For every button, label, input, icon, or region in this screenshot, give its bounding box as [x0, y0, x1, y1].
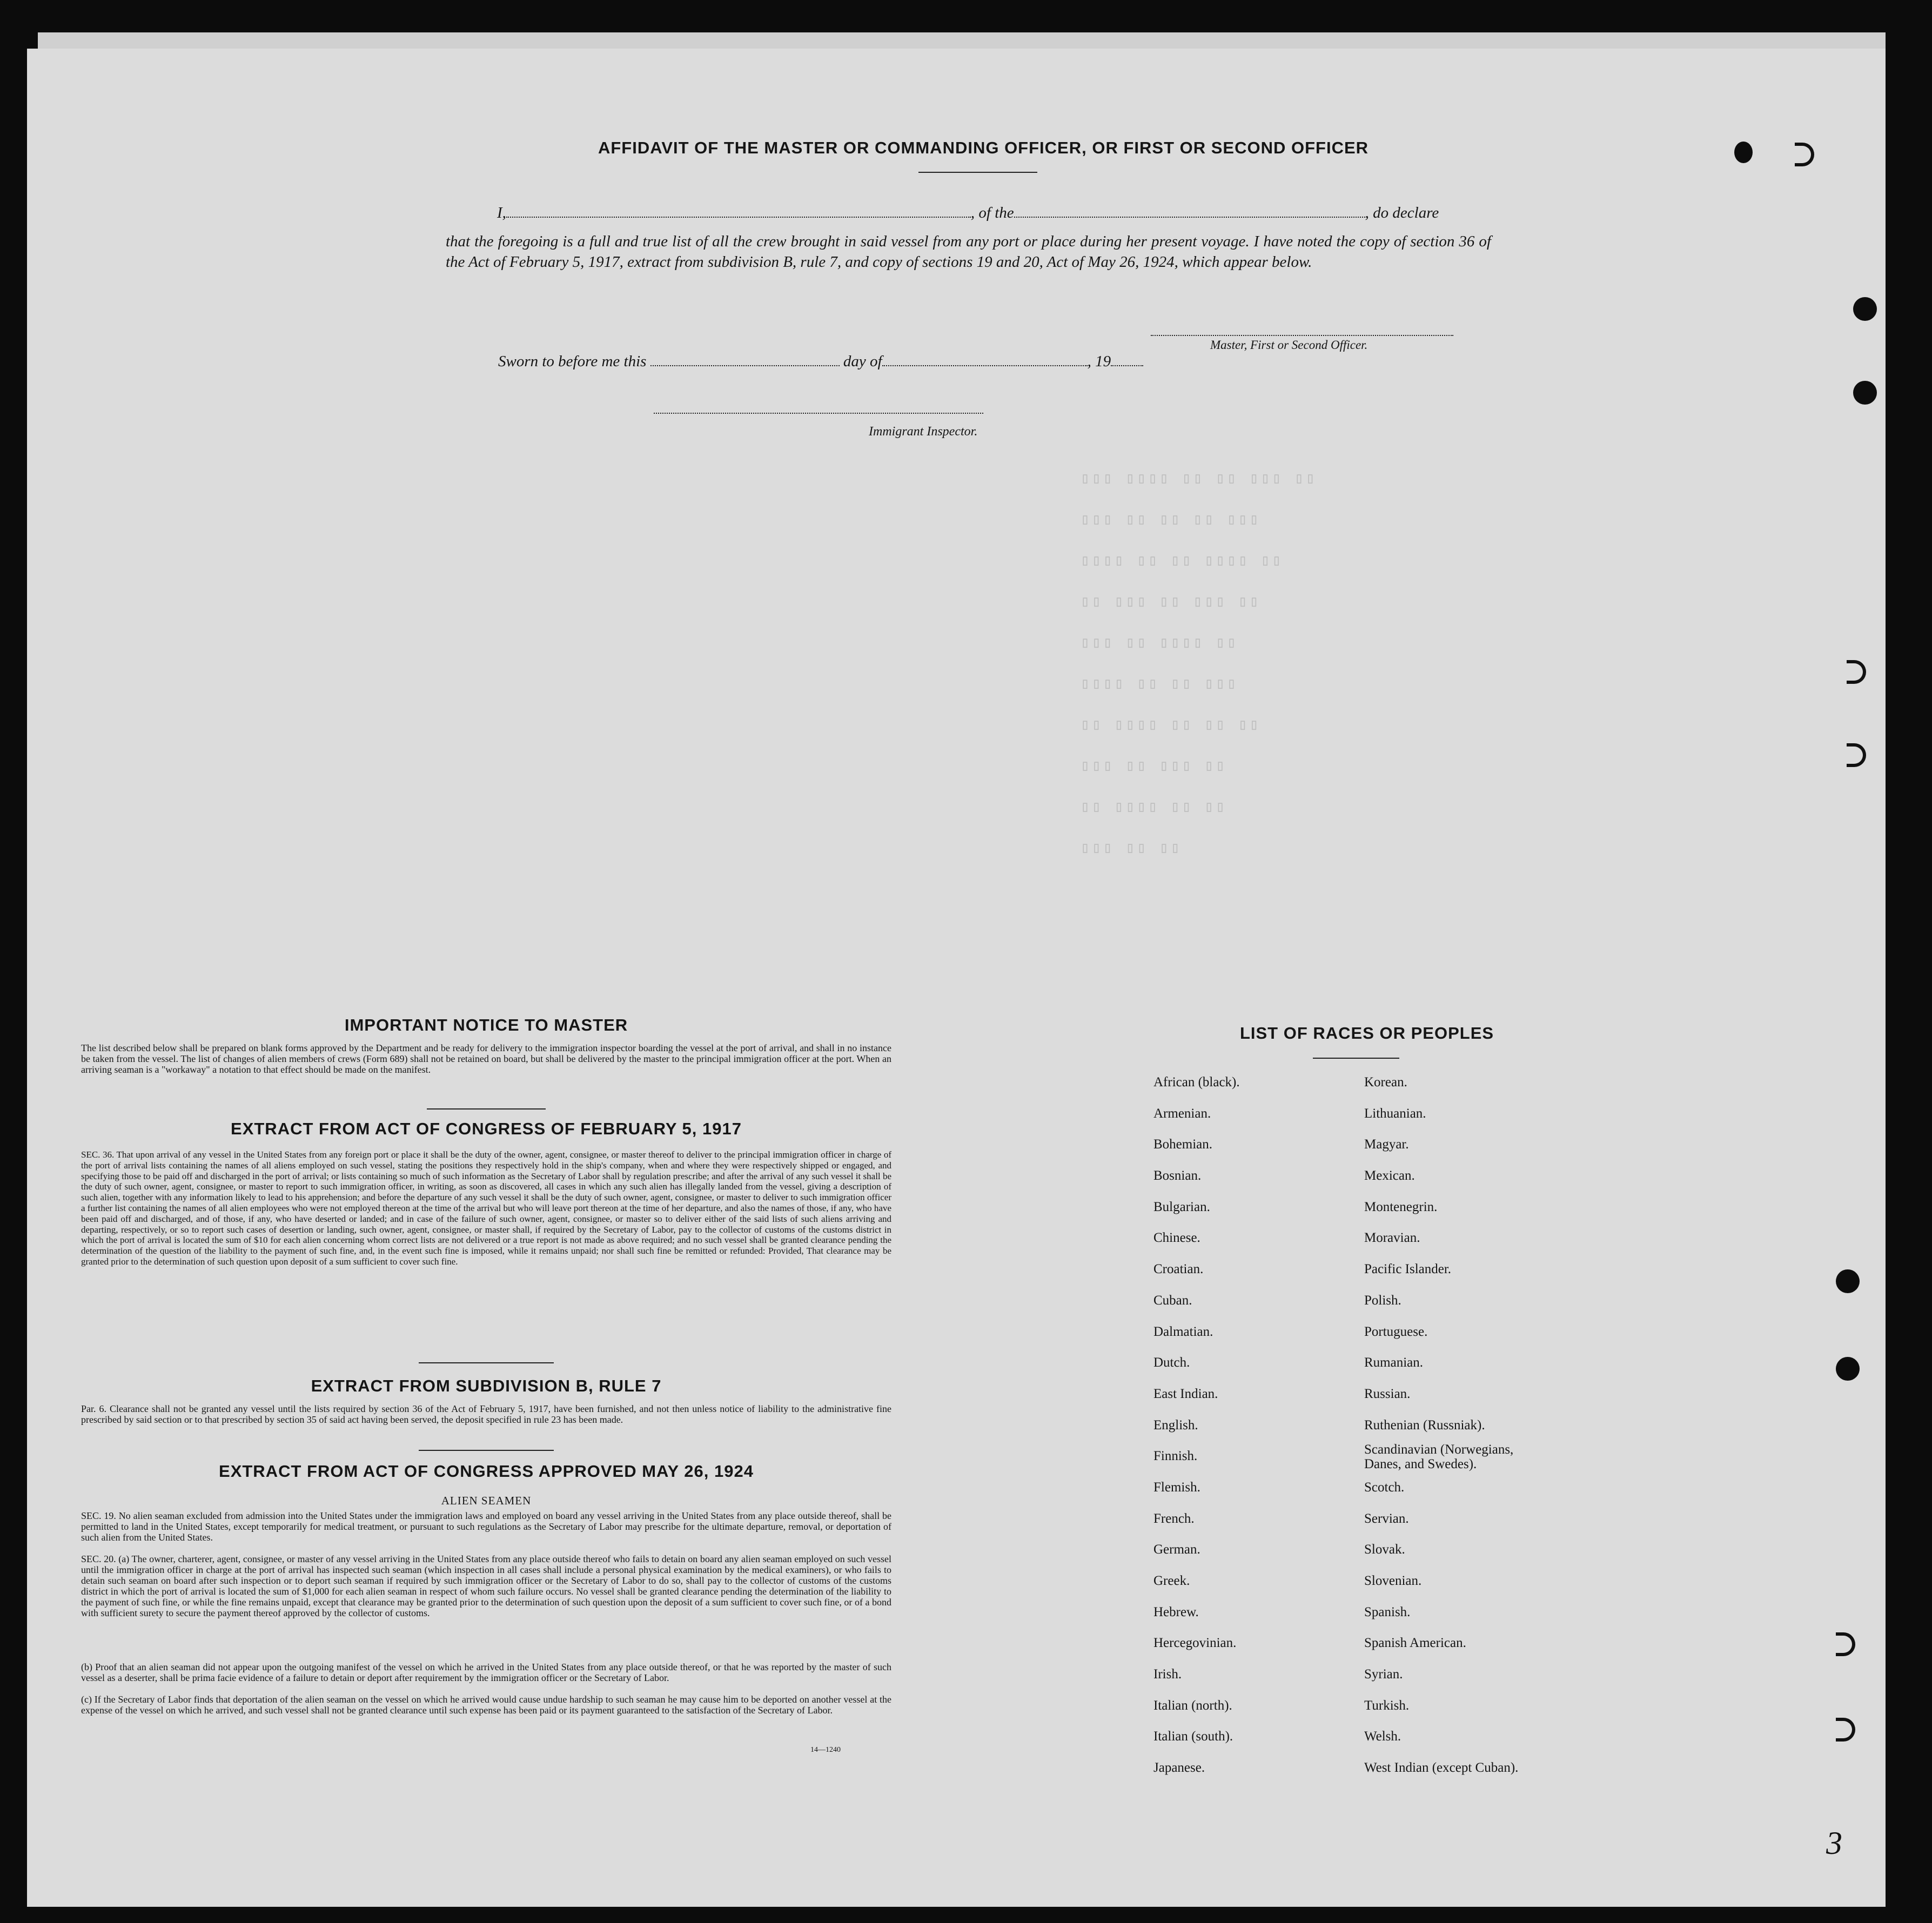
race-item: Spanish.	[1364, 1604, 1411, 1619]
notice-text: The list described below shall be prepared on blank forms approved by the Department and be ready for delivery to the immigration inspector boarding the vessel at the port of arrival, and shall in no instance be taken from the vessel. The list of changes of alien members of crews (Form 689) shall not be retained on board, but shall be delivered by the master to the principal immigration officer at the port. When an arriving seaman is a "workaway" a notation to that effect should be made on the manifest.	[81, 1043, 891, 1075]
notice-rule	[427, 1108, 546, 1110]
race-item: Rumanian.	[1364, 1355, 1424, 1370]
race-item: Armenian.	[1153, 1106, 1211, 1121]
page-mark: 3	[1826, 1825, 1842, 1861]
affidavit-of-the: , of the	[970, 204, 1014, 221]
punch-hole-icon	[1836, 1357, 1860, 1381]
races-right-column	[1364, 1067, 1542, 1784]
punch-hole-icon	[1853, 297, 1877, 321]
notice-title: IMPORTANT NOTICE TO MASTER	[344, 1016, 628, 1034]
sec20c-text: (c) If the Secretary of Labor finds that deportation of the alien seaman on the vessel on which he arrived would cause undue hardship to such seaman he may cause him to be deported on another vessel at the expense of the vessel on which he arrived, and such vessel shall not be granted clearance until such expense has been paid or its payment guaranteed to the satisfaction of the Secretary of Labor.	[81, 1694, 891, 1716]
race-item: Lithuanian.	[1364, 1106, 1426, 1121]
extract-rule7-rule	[419, 1450, 554, 1451]
race-item: Italian (north).	[1153, 1698, 1232, 1713]
race-item: Slovenian.	[1364, 1574, 1422, 1588]
race-item: Croatian.	[1153, 1262, 1204, 1277]
sec19-text: SEC. 19. No alien seaman excluded from admission into the United States under the immigration laws and employed on board any vessel arriving in the United States from any place outside thereof, shall be permitted to land in the United States, except temporarily for medical treatment, or pursuant to such regulations as the Secretary of Labor may prescribe for the ultimate departure, removal, or deportation of such alien from the United States.	[81, 1510, 891, 1543]
race-item: Finnish.	[1153, 1449, 1198, 1464]
master-signature-line[interactable]	[1151, 335, 1453, 336]
master-label: Master, First or Second Officer.	[1210, 338, 1368, 352]
inspector-signature-line[interactable]	[654, 413, 983, 414]
punch-hole-icon	[1853, 381, 1877, 405]
race-item: Dutch.	[1153, 1355, 1190, 1370]
race-item: Syrian.	[1364, 1667, 1403, 1682]
race-item: Flemish.	[1153, 1480, 1200, 1495]
race-item: Ruthenian (Russniak).	[1364, 1417, 1485, 1433]
race-item: Servian.	[1364, 1511, 1409, 1526]
extract-1917-title: EXTRACT FROM ACT OF CONGRESS OF FEBRUARY 5, 1917	[231, 1119, 742, 1138]
extract-1924-title: EXTRACT FROM ACT OF CONGRESS APPROVED MAY 26, 1924	[219, 1462, 754, 1481]
race-item: Irish.	[1153, 1667, 1182, 1682]
name-field[interactable]	[506, 217, 971, 218]
race-item: Hercegovinian.	[1153, 1636, 1237, 1651]
punch-hole-icon	[1734, 142, 1753, 163]
race-item: Magyar.	[1364, 1137, 1409, 1152]
races-left-column	[1153, 1067, 1240, 1784]
sworn-year-field[interactable]	[1111, 365, 1143, 366]
race-item: Pacific Islander.	[1364, 1262, 1452, 1277]
extract-1917-rule	[419, 1362, 554, 1363]
race-item: African (black).	[1153, 1075, 1240, 1090]
race-item: Slovak.	[1364, 1542, 1405, 1557]
race-item: Spanish American.	[1364, 1636, 1466, 1651]
extract-1917-text: SEC. 36. That upon arrival of any vessel in the United States from any foreign port or place it shall be the duty of the owner, agent, consignee, or master thereof to deliver to the principal immigration officer in charge of the port of arrival lists containing the names of all aliens employed on such vessel, stating the positions they respectively hold in the ship's company, when and where they were respectively shipped or engaged, and specifying those to be paid off and discharged in the port of arrival; or lists containing so much of such information as the Secretary of Labor shall by regulation prescribe; and after the arrival of any such vessel it shall be the duty of such owner, agent, consignee, or master to report to such immigration officer, in writing, as soon as discovered, all cases in which any such alien has illegally landed from the vessel, giving a description of such alien, together with any information likely to lead to his apprehension; and before the departure of any such vessel it shall be the duty of such owner, agent, consignee, or master to deliver to such immigration officer a further list containing the names of all alien employees who were not employed thereon at the time of the arrival but who will leave port thereon at the time of her departure, and also the names of those, if any, who have been paid off and discharged, and of those, if any, who have deserted or landed; and in case of the failure of such owner, agent, consignee, or master so to deliver either of the said lists of such aliens arriving and departing, respectively, or so to report such cases of desertion or landing, such owner, agent, consignee, or master shall, if required by the Secretary of Labor, pay to the collector of customs of the customs district in which the port of arrival is located the sum of $10 for each alien concerning whom correct lists are not delivered or a true report is not made as above required; and no such vessel shall be granted clearance pending the determination of the question of the liability to the payment of such fine, and, in the event such fine is imposed, while it remains unpaid; nor shall such fine be remitted or refunded: Provided, That clearance may be granted prior to the determination of such question upon deposit of a sum sufficient to cover such fine.	[81, 1149, 891, 1267]
year-prefix: , 19	[1087, 353, 1111, 370]
race-item: Russian.	[1364, 1386, 1411, 1401]
race-item: Chinese.	[1153, 1231, 1200, 1246]
races-rule	[1313, 1058, 1399, 1059]
day-of-text: day of	[843, 353, 882, 370]
race-item: Japanese.	[1153, 1760, 1205, 1776]
title-rule	[918, 172, 1037, 173]
bleed-through-text: ▯▯▯ ▯▯▯▯ ▯▯ ▯▯ ▯▯▯ ▯▯ ▯▯▯ ▯▯ ▯▯ ▯▯ ▯▯▯ ▯▯▯▯ ▯▯ ▯▯ ▯▯▯▯ ▯▯ ▯▯ ▯▯▯ ▯▯ ▯▯▯ ▯▯ ▯▯▯ ▯▯ ▯▯▯▯ ▯▯ ▯▯▯▯ ▯▯ ▯▯ ▯▯▯ ▯▯ ▯▯▯▯ ▯▯ ▯▯ ▯▯ ▯▯▯ ▯▯ ▯▯▯ ▯▯ ▯▯ ▯▯▯▯ ▯▯ ▯▯ ▯▯▯ ▯▯ ▯▯	[1081, 471, 1317, 857]
sec20b-text: (b) Proof that an alien seaman did not appear upon the outgoing manifest of the vessel on which he arrived in the United States from any place outside thereof, or that he was reported by the master of such vessel as a deserter, shall be prima facie evidence of a failure to detain or deport after requirement by the immigration officer or the Secretary of Labor.	[81, 1662, 891, 1683]
race-item: Turkish.	[1364, 1698, 1410, 1713]
race-item: Scotch.	[1364, 1480, 1405, 1495]
sworn-month-field[interactable]	[882, 365, 1088, 366]
race-item: Greek.	[1153, 1574, 1190, 1588]
race-item: German.	[1153, 1542, 1200, 1557]
sworn-line	[498, 353, 1143, 371]
sworn-day-field[interactable]	[650, 365, 840, 366]
vessel-field[interactable]	[1014, 217, 1365, 218]
race-item: Mexican.	[1364, 1168, 1415, 1184]
race-item: Moravian.	[1364, 1231, 1420, 1246]
race-item: English.	[1153, 1417, 1198, 1433]
extract-rule7-text: Par. 6. Clearance shall not be granted any vessel until the lists required by section 36 of the Act of February 5, 1917, have been furnished, and not then unless notice of liability to the administrative fine prescribed by said section or to that prescribed by section 35 of said act having been served, the deposit specified in rule 23 has been made.	[81, 1403, 891, 1425]
punch-hole-icon	[1836, 1269, 1860, 1293]
race-item: Montenegrin.	[1364, 1199, 1438, 1214]
race-item: Bosnian.	[1153, 1168, 1202, 1184]
affidavit-i: I,	[497, 204, 506, 221]
alien-seamen-subtitle: ALIEN SEAMEN	[441, 1494, 532, 1507]
race-item: Cuban.	[1153, 1293, 1192, 1308]
affidavit-body: that the foregoing is a full and true list of all the crew brought in said vessel from any port or place during her present voyage. I have noted the copy of section 36 of the Act of February 5, 1917, extract from subdivision B, rule 7, and copy of sections 19 and 20, Act of May 26, 1924, which appear below.	[446, 233, 1491, 271]
race-item: Hebrew.	[1153, 1604, 1199, 1619]
extract-rule7-title: EXTRACT FROM SUBDIVISION B, RULE 7	[311, 1376, 662, 1395]
race-item: Korean.	[1364, 1075, 1407, 1090]
affidavit-line1	[497, 204, 1491, 222]
race-item: Bohemian.	[1153, 1137, 1213, 1152]
form-number: 14—1240	[810, 1746, 841, 1754]
race-item: Polish.	[1364, 1293, 1401, 1308]
race-item: Scandinavian (Norwegians, Danes, and Swedes).	[1364, 1442, 1514, 1472]
race-item: French.	[1153, 1511, 1195, 1526]
race-item: Bulgarian.	[1153, 1199, 1210, 1214]
inspector-label: Immigrant Inspector.	[869, 425, 978, 439]
races-title: LIST OF RACES OR PEOPLES	[1239, 1024, 1494, 1043]
race-item: Dalmatian.	[1153, 1324, 1213, 1339]
sec20a-text: SEC. 20. (a) The owner, charterer, agent, consignee, or master of any vessel arriving in the United States from any place outside thereof who fails to detain on board any alien seaman employed on such vessel until the immigration officer in charge at the port of arrival has inspected such seaman (which inspection in all cases shall include a personal physical examination by the medical examiners), or who fails to detain such seaman on board after such inspection or to deport such seaman if required by such immigration officer or the Secretary of Labor to do so, shall pay to the collector of customs of the customs district in which the port of arrival is located the sum of $1,000 for each alien seaman in respect of whom such failure occurs. No vessel shall be granted clearance pending the determination of the liability to the payment of such fine, or while the fine remains unpaid, except that clearance may be granted prior to the determination of such question upon the deposit of a sum sufficient to cover such fine, or of a bond with sufficient surety to secure the payment thereof approved by the collector of customs.	[81, 1554, 891, 1618]
race-item: Italian (south).	[1153, 1729, 1233, 1744]
race-item: West Indian (except Cuban).	[1364, 1760, 1519, 1776]
sworn-text: Sworn to before me this	[498, 353, 647, 370]
race-item: East Indian.	[1153, 1386, 1218, 1401]
race-item: Portuguese.	[1364, 1324, 1428, 1339]
affidavit-declare: , do declare	[1365, 204, 1439, 221]
race-item: Welsh.	[1364, 1729, 1401, 1744]
affidavit-title: AFFIDAVIT OF THE MASTER OR COMMANDING OFFICER, OR FIRST OR SECOND OFFICER	[598, 138, 1369, 157]
